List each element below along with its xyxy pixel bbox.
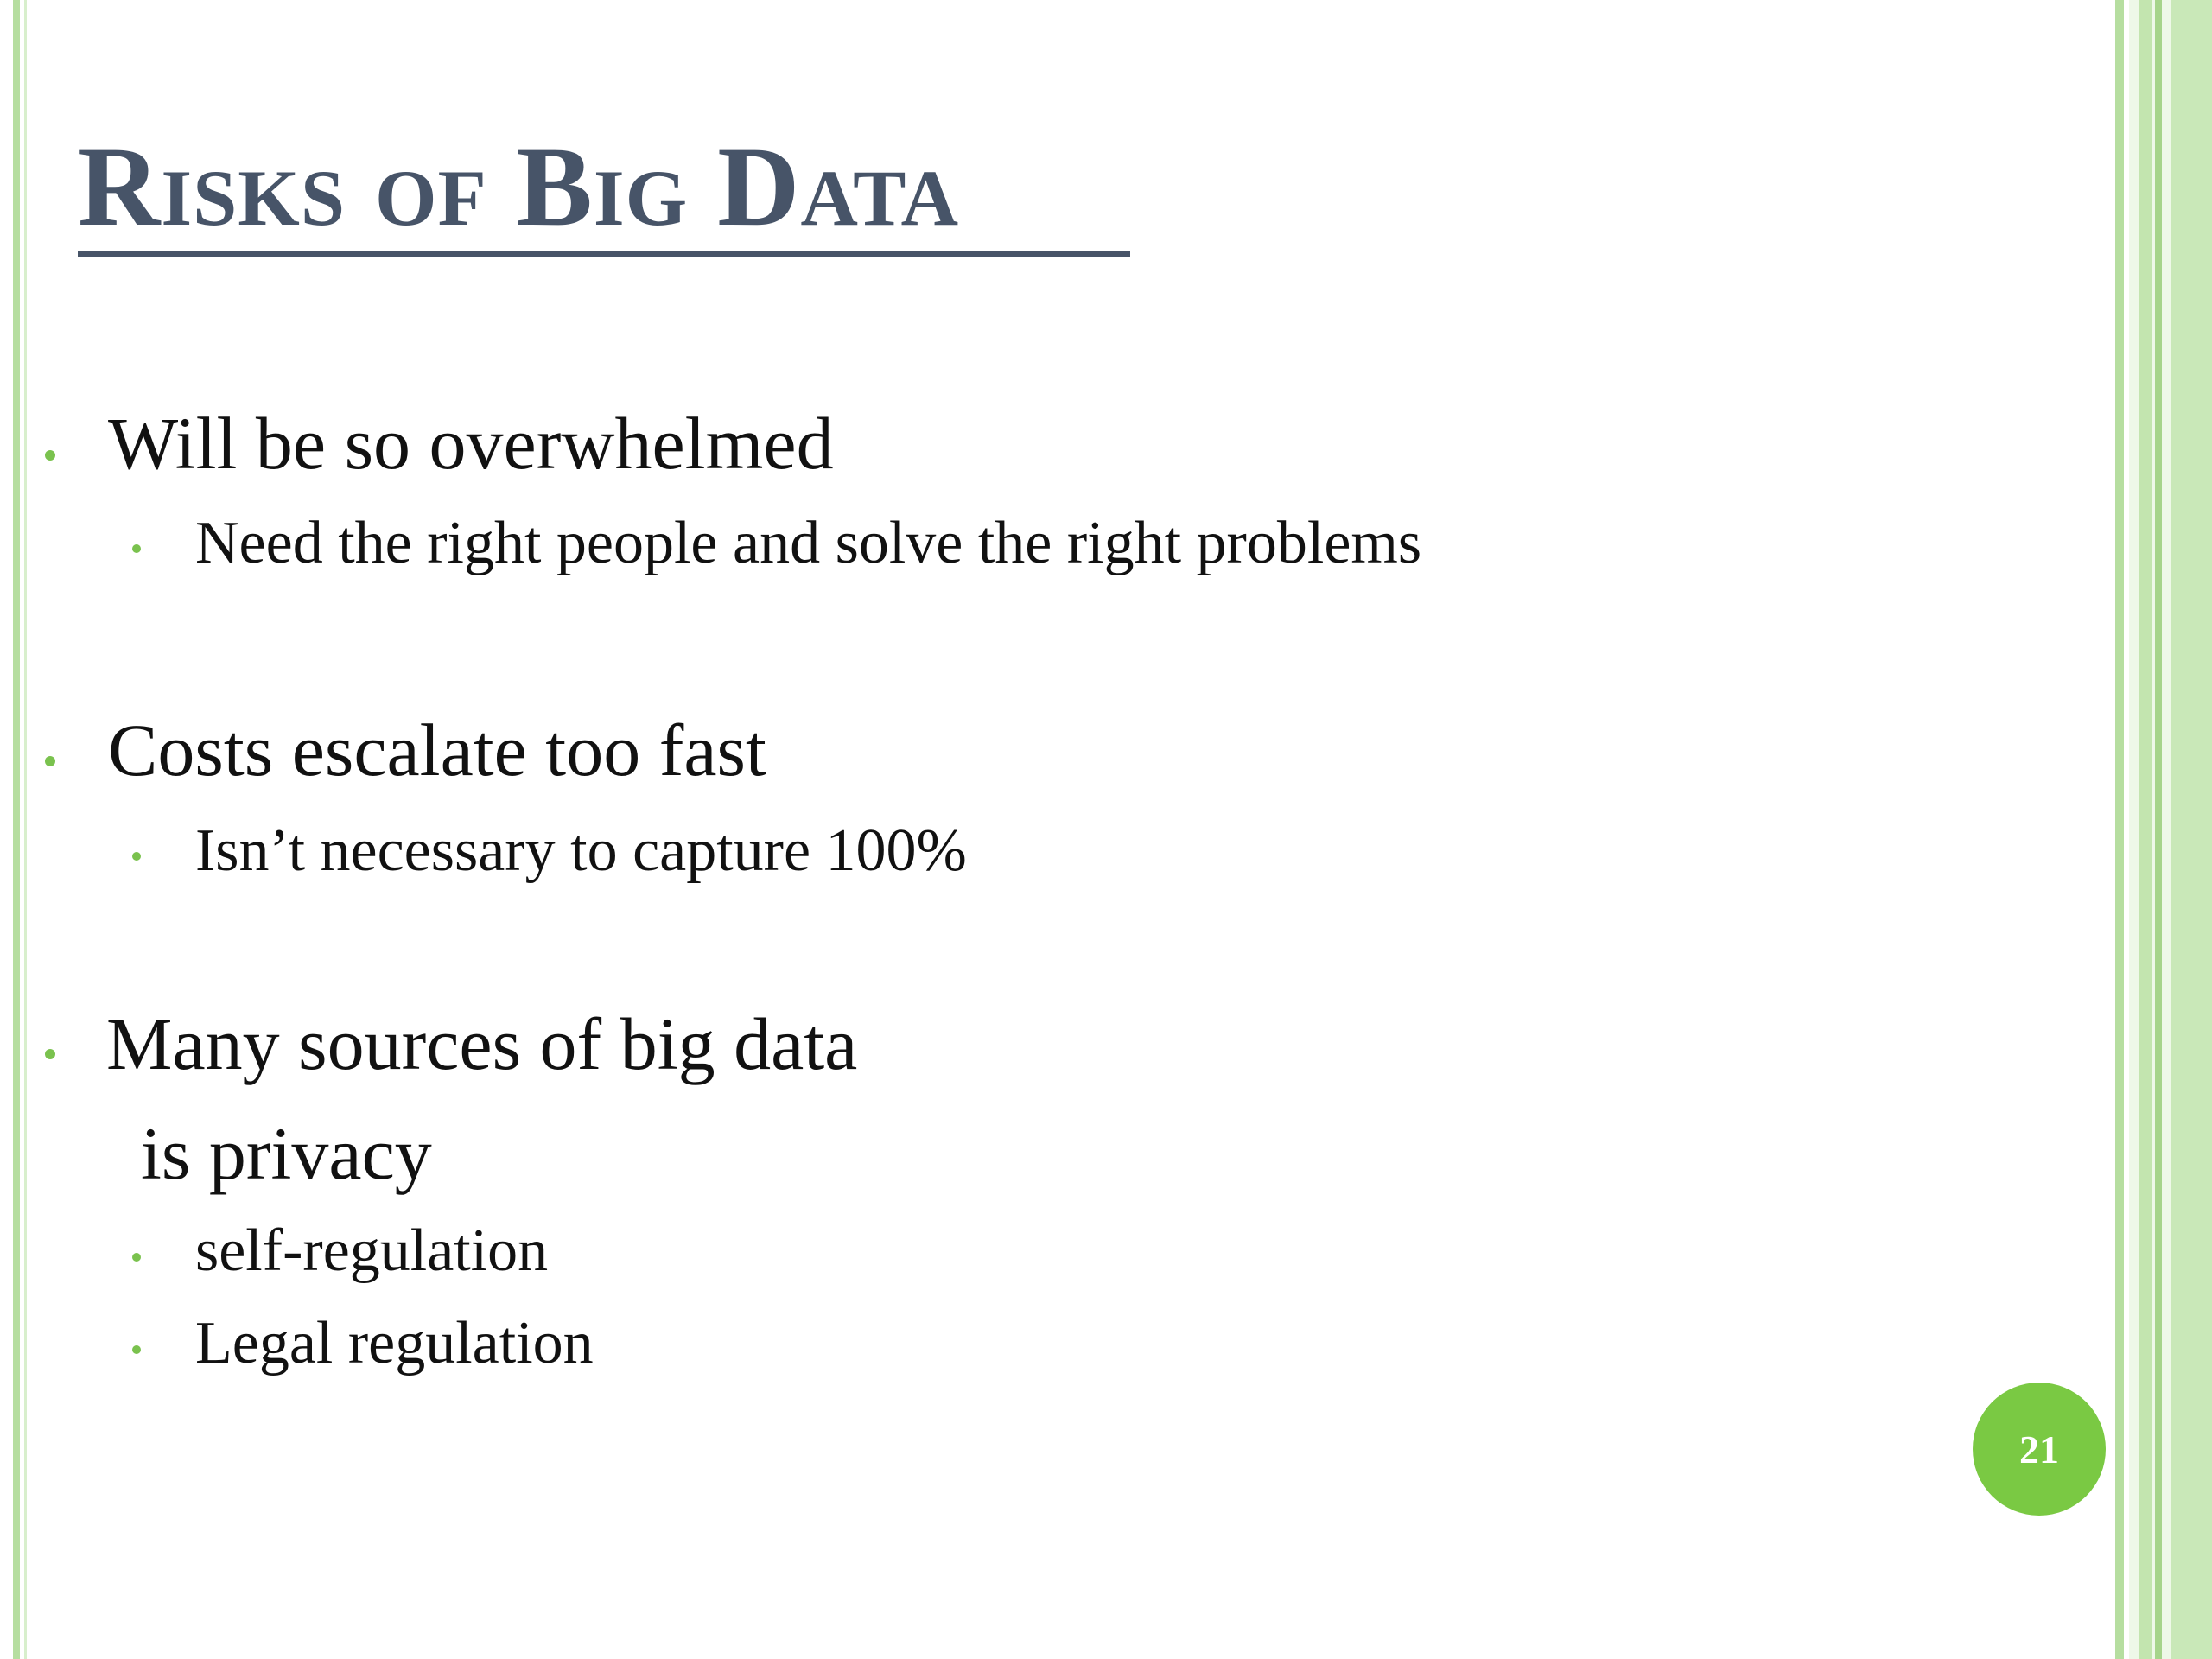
bullet-continuation: is privacy xyxy=(141,1112,432,1195)
bullet-item: Costs escalate too fast xyxy=(108,709,766,791)
sub-bullet-item: Isn’t necessary to capture 100% xyxy=(195,817,967,884)
sub-bullet-item: Legal regulation xyxy=(195,1310,594,1376)
right-border-stripe xyxy=(2115,0,2124,1659)
sub-bullet-dot xyxy=(132,1253,141,1262)
sub-bullet-dot xyxy=(132,544,141,553)
sub-bullet-item: Need the right people and solve the right problems xyxy=(195,510,1422,576)
sub-bullet-item: self-regulation xyxy=(195,1217,549,1284)
sub-bullet-dot xyxy=(132,852,141,861)
right-border-stripe xyxy=(2155,0,2162,1659)
bullet-item: Will be so overwhelmed xyxy=(108,402,834,485)
right-border-stripe xyxy=(2139,0,2152,1659)
bullet-item: Many sources of big data xyxy=(106,1002,858,1085)
left-border-stripe-thin xyxy=(24,0,27,1659)
left-border-stripe xyxy=(13,0,20,1659)
sub-bullet-dot xyxy=(132,1345,141,1354)
slide-title: Risks of Big Data xyxy=(78,123,960,250)
bullet-dot xyxy=(45,756,55,766)
right-border-stripe xyxy=(2171,0,2212,1659)
page-number: 21 xyxy=(2019,1427,2059,1471)
bullet-dot xyxy=(45,450,55,461)
title-underline xyxy=(78,251,1130,257)
page-number-badge xyxy=(1973,1382,2106,1516)
bullet-dot xyxy=(45,1049,55,1059)
